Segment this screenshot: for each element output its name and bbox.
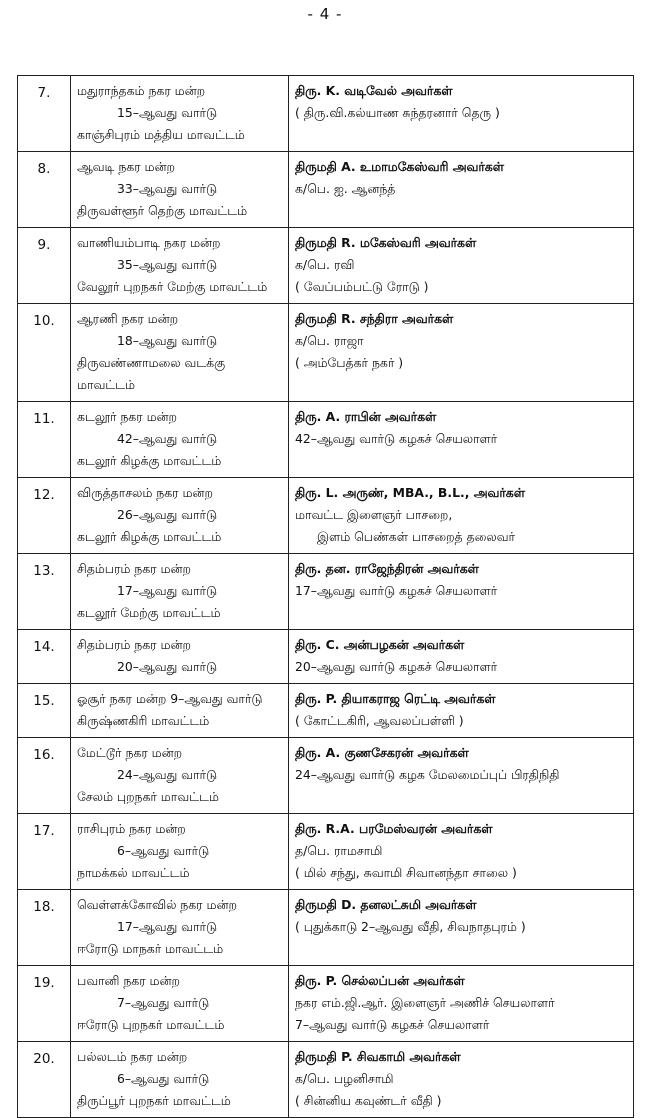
location-line: பல்லடம் நகர மன்ற (77, 1049, 188, 1064)
candidate-details (289, 228, 634, 304)
candidate-detail-line: 20–ஆவது வார்டு கழகச் செயலாளர் (295, 659, 498, 674)
candidate-name: திரு. P. தியாகராஜ ரெட்டி அவர்கள் (295, 691, 496, 706)
location-line: 17–ஆவது வார்டு (117, 919, 218, 934)
candidate-name: திரு. A. குணசேகரன் அவர்கள் (295, 745, 469, 760)
candidate-name: திரு. K. வடிவேல் அவர்கள் (295, 83, 453, 98)
row-number: 11. (18, 402, 71, 478)
candidate-name: திருமதி R. மகேஸ்வரி அவர்கள் (295, 235, 477, 250)
candidate-details (289, 814, 634, 890)
location-line: கடலூர் மேற்கு மாவட்டம் (77, 605, 221, 620)
ward-location (71, 76, 289, 152)
location-line: ஈரோடு மாநகர் மாவட்டம் (77, 941, 224, 956)
row-number: 18. (18, 890, 71, 966)
table-row (18, 890, 634, 966)
candidate-name: திரு. R.A. பரமேஸ்வரன் அவர்கள் (295, 821, 493, 836)
location-line: 18–ஆவது வார்டு (117, 333, 218, 348)
row-number: 15. (18, 684, 71, 738)
table-row (18, 966, 634, 1042)
table-row (18, 738, 634, 814)
location-line: 20–ஆவது வார்டு (117, 659, 218, 674)
candidate-detail-line: 24–ஆவது வார்டு கழக மேலமைப்புப் பிரதிநிதி (295, 767, 560, 782)
candidate-detail-line: ( மில் சந்து, சுவாமி சிவானந்தா சாலை ) (295, 865, 517, 880)
ward-location (71, 684, 289, 738)
location-line: கடலூர் நகர மன்ற (77, 409, 177, 424)
location-line: ஆவடி நகர மன்ற (77, 159, 175, 174)
location-line: சிதம்பரம் நகர மன்ற (77, 561, 191, 576)
candidate-detail-line: ( புதுக்காடு 2–ஆவது வீதி, சிவநாதபுரம் ) (295, 919, 526, 934)
location-line: ஓசூர் நகர மன்ற 9–ஆவது வார்டு (77, 691, 263, 706)
candidate-detail-line: ( அம்பேத்கர் நகர் ) (295, 355, 404, 370)
location-line: 33–ஆவது வார்டு (117, 181, 218, 196)
candidate-details (289, 554, 634, 630)
location-line: 42–ஆவது வார்டு (117, 431, 218, 446)
row-number: 19. (18, 966, 71, 1042)
location-line: 24–ஆவது வார்டு (117, 767, 218, 782)
table-row (18, 152, 634, 228)
ward-location (71, 402, 289, 478)
candidate-details (289, 152, 634, 228)
row-number: 8. (18, 152, 71, 228)
ward-location (71, 304, 289, 402)
row-number: 14. (18, 630, 71, 684)
row-number: 13. (18, 554, 71, 630)
location-line: 26–ஆவது வார்டு (117, 507, 218, 522)
candidate-name: திருமதி A. உமாமகேஸ்வரி அவர்கள் (295, 159, 504, 174)
ward-location (71, 1042, 289, 1118)
location-line: திருவண்ணாமலை வடக்கு (77, 355, 226, 370)
candidate-details (289, 738, 634, 814)
candidate-detail-line: இளம் பெண்கள் பாசறைத் தலைவர் (317, 529, 515, 544)
row-number: 12. (18, 478, 71, 554)
candidate-name: திரு. C. அன்பழகன் அவர்கள் (295, 637, 465, 652)
candidate-detail-line: த/பெ. ராமசாமி (295, 843, 383, 858)
ward-location (71, 814, 289, 890)
row-number: 17. (18, 814, 71, 890)
candidates-table (17, 75, 634, 1118)
location-line: கடலூர் கிழக்கு மாவட்டம் (77, 453, 222, 468)
ward-location (71, 630, 289, 684)
candidate-details (289, 478, 634, 554)
location-line: காஞ்சிபுரம் மத்திய மாவட்டம் (77, 127, 245, 142)
table-row (18, 228, 634, 304)
location-line: 35–ஆவது வார்டு (117, 257, 218, 272)
table-row (18, 554, 634, 630)
candidate-detail-line: க/பெ. ஐ. ஆனந்த் (295, 181, 396, 196)
location-line: சிதம்பரம் நகர மன்ற (77, 637, 191, 652)
location-line: நாமக்கல் மாவட்டம் (77, 865, 190, 880)
candidate-detail-line: ( சின்னிய கவுண்டர் வீதி ) (295, 1093, 442, 1108)
candidate-details (289, 630, 634, 684)
candidate-detail-line: க/பெ. பழனிசாமி (295, 1071, 394, 1086)
candidate-detail-line: க/பெ. ராஜா (295, 333, 364, 348)
candidate-details (289, 1042, 634, 1118)
candidate-detail-line: ( கோட்டகிரி, ஆவலப்பள்ளி ) (295, 713, 464, 728)
ward-location (71, 554, 289, 630)
candidate-details (289, 76, 634, 152)
location-line: 7–ஆவது வார்டு (117, 995, 210, 1010)
location-line: சேலம் புறநகர் மாவட்டம் (77, 789, 219, 804)
candidate-name: திரு. L. அருண், MBA., B.L., அவர்கள் (295, 485, 525, 500)
candidate-detail-line: ( திரு.வி.கல்யாண சுந்தரனார் தெரு ) (295, 105, 500, 120)
candidate-details (289, 966, 634, 1042)
candidate-detail-line: நகர எம்.ஜி.ஆர். இளைஞர் அணிச் செயலாளர் (295, 995, 555, 1010)
candidate-detail-line: 7–ஆவது வார்டு கழகச் செயலாளர் (295, 1017, 490, 1032)
table-row (18, 402, 634, 478)
candidate-name: திருமதி D. தனலட்சுமி அவர்கள் (295, 897, 477, 912)
table-row (18, 478, 634, 554)
candidate-detail-line: 42–ஆவது வார்டு கழகச் செயலாளர் (295, 431, 498, 446)
candidate-name: திரு. தன. ராஜேந்திரன் அவர்கள் (295, 561, 479, 576)
location-line: வெள்ளக்கோவில் நகர மன்ற (77, 897, 237, 912)
row-number: 20. (18, 1042, 71, 1118)
row-number: 9. (18, 228, 71, 304)
table-row (18, 304, 634, 402)
candidate-details (289, 684, 634, 738)
ward-location (71, 228, 289, 304)
candidate-name: திருமதி R. சந்திரா அவர்கள் (295, 311, 454, 326)
candidate-detail-line: க/பெ. ரவி (295, 257, 355, 272)
location-line: திருப்பூர் புறநகர் மாவட்டம் (77, 1093, 231, 1108)
table-body (18, 76, 634, 1118)
table-row (18, 1042, 634, 1118)
location-line: ஆரணி நகர மன்ற (77, 311, 179, 326)
candidate-detail-line: ( வேப்பம்பட்டு ரோடு ) (295, 279, 429, 294)
row-number: 16. (18, 738, 71, 814)
candidate-details (289, 402, 634, 478)
location-line: மாவட்டம் (77, 377, 135, 392)
location-line: 17–ஆவது வார்டு (117, 583, 218, 598)
location-line: மேட்டூர் நகர மன்ற (77, 745, 183, 760)
candidate-details (289, 890, 634, 966)
row-number: 7. (18, 76, 71, 152)
table-row (18, 684, 634, 738)
ward-location (71, 738, 289, 814)
location-line: வேலூர் புறநகர் மேற்கு மாவட்டம் (77, 279, 268, 294)
table-row (18, 630, 634, 684)
table-row (18, 76, 634, 152)
location-line: ராசிபுரம் நகர மன்ற (77, 821, 186, 836)
candidate-detail-line: மாவட்ட இளைஞர் பாசறை, (295, 507, 453, 522)
page-number: - 4 - (307, 5, 343, 23)
table-row (18, 814, 634, 890)
ward-location (71, 890, 289, 966)
location-line: வாணியம்பாடி நகர மன்ற (77, 235, 221, 250)
location-line: ஈரோடு புறநகர் மாவட்டம் (77, 1017, 225, 1032)
candidate-name: திரு. A. ராபின் அவர்கள் (295, 409, 437, 424)
ward-location (71, 152, 289, 228)
candidate-name: திரு. P. செல்லப்பன் அவர்கள் (295, 973, 465, 988)
candidate-name: திருமதி P. சிவகாமி அவர்கள் (295, 1049, 461, 1064)
location-line: கடலூர் கிழக்கு மாவட்டம் (77, 529, 222, 544)
location-line: 15–ஆவது வார்டு (117, 105, 218, 120)
location-line: பவானி நகர மன்ற (77, 973, 180, 988)
location-line: திருவள்ளூர் தெற்கு மாவட்டம் (77, 203, 248, 218)
ward-location (71, 478, 289, 554)
location-line: மதுராந்தகம் நகர மன்ற (77, 83, 206, 98)
location-line: விருத்தாசலம் நகர மன்ற (77, 485, 213, 500)
candidate-detail-line: 17–ஆவது வார்டு கழகச் செயலாளர் (295, 583, 498, 598)
location-line: 6–ஆவது வார்டு (117, 843, 210, 858)
ward-location (71, 966, 289, 1042)
location-line: கிருஷ்ணகிரி மாவட்டம் (77, 713, 210, 728)
location-line: 6–ஆவது வார்டு (117, 1071, 210, 1086)
candidate-details (289, 304, 634, 402)
row-number: 10. (18, 304, 71, 402)
